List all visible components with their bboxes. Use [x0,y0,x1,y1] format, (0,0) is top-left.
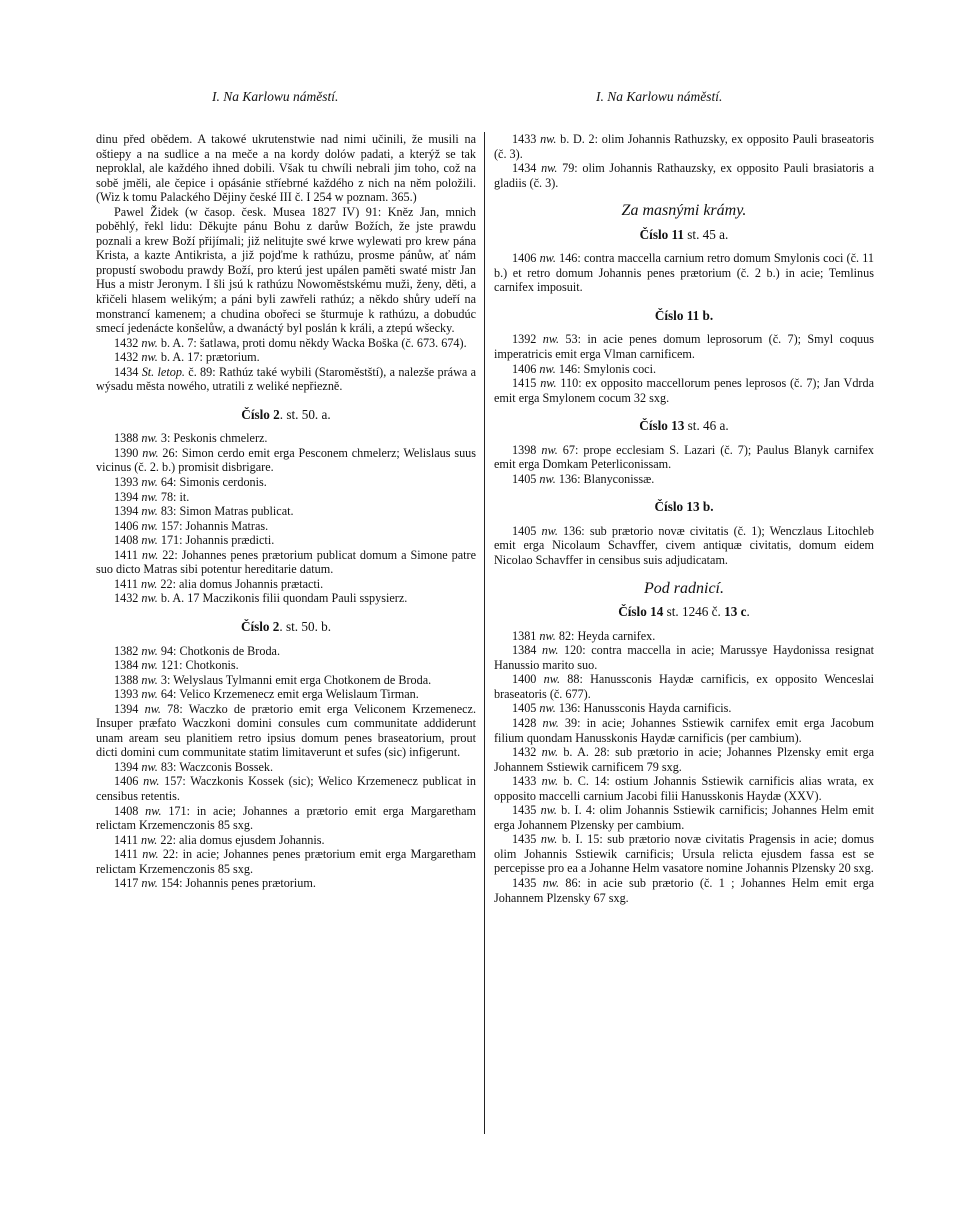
record-entry: 1388 nw. 3: Peskonis chmelerz. [114,431,268,446]
record-entry: 1428 nw. 39: in acie; Johannes Sstiewik carnifex emit erga Jacobum filium quondam Hanusskonis Haydæ carnificis (per cambium). [494,715,875,745]
record-entry: 1432 nw. b. A. 17 Maczikonis filii quondam Pauli sspysierz. [114,591,408,606]
record-entry: 1432 nw. b. A. 7: šatlawa, proti domu někdy Wacka Boška (č. 673. 674). [114,335,467,350]
record-entry: 1393 nw. 64: Simonis cerdonis. [114,475,267,490]
record-entry: 1411 nw. 22: in acie; Johannes penes prætorium emit erga Margaretham relictam Krzemenczonis 85 sxg. [96,847,476,876]
record-entry: 1394 nw. 78: it. [114,489,190,504]
section-heading: Číslo 2. st. 50. b. [240,618,332,634]
record-entry: 1406 nw. 157: Johannis Matras. [114,518,269,533]
record-entry: 1411 nw. 22: alia domus ejusdem Johannis. [114,832,325,847]
section-heading: Číslo 2. st. 50. a. [241,406,331,422]
place-heading: Za masnými krámy. [621,202,747,220]
running-header-right: I. Na Karlowu náměstí. [596,89,723,104]
section-heading: Číslo 13 b. [654,499,714,515]
record-entry: 1415 nw. 110: ex opposito maccellorum penes leprosos (č. 7); Jan Vdrda emit erga Smylonem cocum 32 sxg. [494,376,874,405]
record-entry: 1411 nw. 22: alia domus Johannis prætacti. [114,576,324,591]
record-entry: 1382 nw. 94: Chotkonis de Broda. [114,643,281,658]
record-entry: 1432 nw. b. A. 17: prætorium. [114,350,260,365]
left-column-text [96,132,476,891]
record-entry: 1411 nw. 22: Johannes penes prætorium publicat domum a Simone patre suo dicto Matras sibi potentur hereditarie datum. [96,547,476,577]
record-entry: 1405 nw. 136: Blanyconissæ. [512,471,655,486]
record-entry: 1432 nw. b. A. 28: sub prætorio in acie; Johannes Plzensky emit erga Johannem Sstiewik carnificem 79 sxg. [494,745,874,774]
record-entry: 1434 nw. 79: olim Johannis Rathauzsky, ex opposito Pauli brasiatoris a gladiis (č. 3). [494,161,874,190]
record-entry: 1405 nw. 136: Hanussconis Hayda carnificis. [512,701,732,716]
place-heading: Pod radnicí. [644,579,724,597]
record-entry: 1381 nw. 82: Heyda carnifex. [512,628,656,643]
record-entry: 1388 nw. 3: Welyslaus Tylmanni emit erga Chotkonem de Broda. [114,672,432,687]
right-column-text [494,132,874,905]
record-entry: 1433 nw. b. D. 2: olim Johannis Rathuzsky, ex opposito Pauli braseatoris (č. 3). [494,132,874,161]
record-entry: 1406 nw. 157: Waczkonis Kossek (sic); Welico Krzemenecz publicat in censibus retentis. [96,774,477,803]
record-entry: 1384 nw. 120: contra maccella in acie; Marussye Haydonissa resignat Hanussio marito suo. [494,643,875,672]
record-entry: 1408 nw. 171: Johannis prædicti. [114,533,275,548]
record-entry: 1405 nw. 136: sub prætorio novæ civitatis (č. 1); Wenczlaus Litochleb emit erga Nicolaum Schavffer, civem antiquæ civitatis, domum eidem Nicolao Schavffer in censibus suis adjudicatam. [494,523,874,568]
section-heading: Číslo 11 st. 45 a. [639,226,729,242]
section-heading: Číslo 14 st. 1246 č. 13 c. [618,604,750,620]
record-entry: 1406 nw. 146: contra maccella carnium retro domum Smylonis coci (č. 11 b.) et retro domum Johannis penes prætorium (č. 2 b.) in acie; Temlinus carnifex imposuit. [494,251,874,295]
record-entry: 1392 nw. 53: in acie penes domum leprosorum (č. 7); Smyl coquus imperatricis emit erga Vlman carnificem. [494,332,874,362]
record-entry: 1394 nw. 83: Waczconis Bossek. [114,759,274,774]
paragraph: dinu před obědem. A takowé ukrutenstwie nad nimi učinili, že musili na oštiepy a na sudlice a na meče a na kordy dolów padati, a kterýž se tak neproklal, ale každého ihned dobili. Však tu chwíli nebrali jim toho, což na sobě jměli, ale čepice i opásánie stříebrné každého z nich na něm položili. (Wiz k tomu Palackého Dějiny české III č. I 254 w poznam. 365.) [96,132,476,205]
record-entry: 1394 nw. 83: Simon Matras publicat. [114,504,294,519]
section-heading: Číslo 11 b. [654,307,714,323]
record-entry: 1417 nw. 154: Johannis penes prætorium. [114,876,316,891]
record-entry: 1400 nw. 88: Hanussconis Haydæ carnificis, ex opposito Wenceslai braseatoris (č. 677). [494,672,874,701]
record-entry: 1406 nw. 146: Smylonis coci. [512,361,657,376]
record-entry: 1435 nw. 86: in acie sub prætorio (č. 1 ; Johannes Helm emit erga Johannem Plzensky 67 sxg. [494,875,875,905]
record-entry: 1390 nw. 26: Simon cerdo emit erga Pesconem chmelerz; Welislaus suus vicinus (č. 2. b.) promisit disbrigare. [96,445,476,475]
record-entry: 1393 nw. 64: Velico Krzemenecz emit erga Welislaum Tirman. [114,687,419,702]
section-heading: Číslo 13 st. 46 a. [639,418,729,434]
record-entry: 1384 nw. 121: Chotkonis. [114,658,239,673]
paragraph: Pawel Židek (w časop. česk. Musea 1827 IV) 91: Kněz Jan, mnich poběhlý, řekl lidu: Děkujte pánu Bohu z darůw Božích, že jste prawdu poznali a krew Boží přijímali; již nelitujte swé krwe wylewati pro krew pána Krista, a kazte Antikrista, a již pojďme k rathúzu, prosme pánůw, ať nám propustí swobodu prawdy Boží, pro kterú jest upálen paměti swaté mistr Jan Hus a mistr Jeronym. I šli jsú k rathúzu Nowoměstskému muži, ženy, děti, a křičeli hlasem welikým; a páni byli zawřeli rathúz; a někdo shůry udeří na monstrancí kamenem; a chudina obořeci se šturmuje k rathúzu, a dobudúc smecí jedenácte konšelůw, a dwanáctý byl poslán k králi, a ztepú wšecky. [96,204,476,336]
running-header-left: I. Na Karlowu náměstí. [212,89,339,104]
record-entry: 1433 nw. b. C. 14: ostium Johannis Sstiewik carnificis alias wrata, ex opposito maccelli carnium Jacobi filii Hanusskonis Haydæ (XXV). [494,774,874,803]
record-entry: 1435 nw. b. I. 15: sub prætorio novæ civitatis Pragensis in acie; domus olim Johannis Sstiewik carnificis; Ursula relicta ejusdem fassa est se percepisse pro ea a Johanne Helm vasatore nomine Johannis Plzensky 20 sxg. [494,832,874,876]
record-entry: 1394 nw. 78: Waczko de prætorio emit erga Veliconem Krzemenecz. Insuper præfato Waczkoni domini consules cum communitate addiderunt unam aream seu planitiem retro ipsius domum penes braseatorium, prout dicti domini cum communitate statim limitaverunt et sufes (sic) infigerunt. [96,701,477,760]
record-entry: 1434 St. letop. č. 89: Rathúz také wybili (Staroměstští), a nalezše práwa a wýsadu města nowého, utratili z weliké nepřiezně. [96,364,477,394]
record-entry: 1398 nw. 67: prope ecclesiam S. Lazari (č. 7); Paulus Blanyk carnifex emit erga Domkam Peterliconissam. [494,442,874,472]
record-entry: 1408 nw. 171: in acie; Johannes a prætorio emit erga Margaretham relictam Krzemenczonis 85 sxg. [96,803,477,833]
record-entry: 1435 nw. b. I. 4: olim Johannis Sstiewik carnificis; Johannes Helm emit erga Johannem Plzensky per cambium. [494,803,874,832]
column-divider [484,132,485,1134]
